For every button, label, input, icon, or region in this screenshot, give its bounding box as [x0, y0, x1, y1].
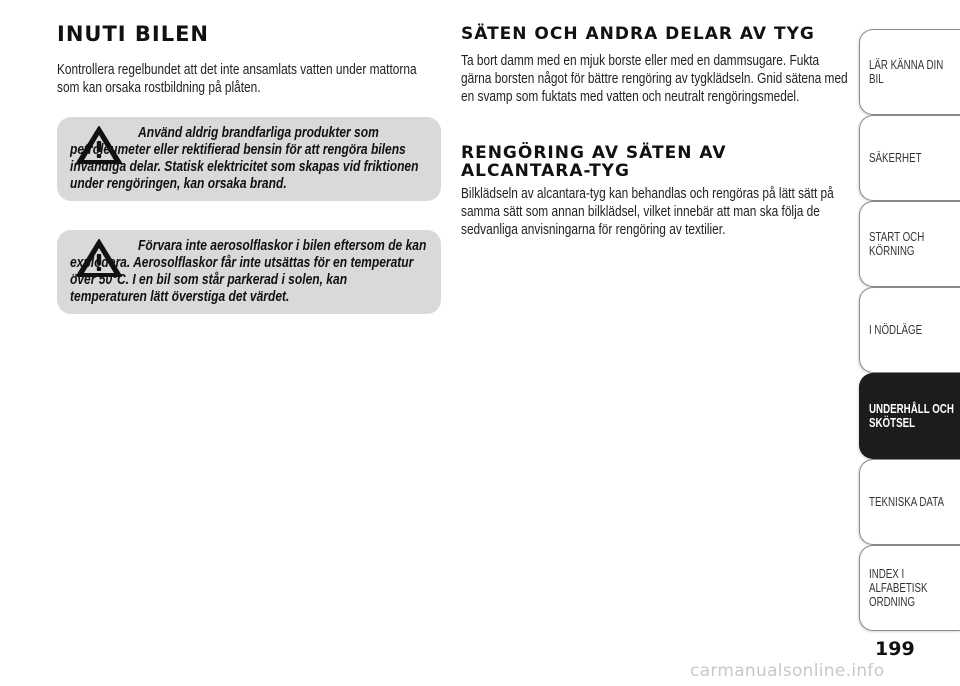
warning-box-aerosol: [57, 230, 441, 314]
tab-label: UNDERHÅLL OCH SKÖTSEL: [869, 402, 954, 430]
saten-tyg-paragraph: Ta bort damm med en mjuk borste eller med en dammsugare. Fukta gärna borsten något för bättre rengöring av tygklädseln. Gnid sätena med en svamp som fuktats med vatten och neutralt rengöringsmedel.: [461, 53, 848, 105]
section-heading-inuti-bilen: INUTI BILEN: [57, 22, 210, 46]
tab-i-nodlage[interactable]: [859, 287, 960, 373]
alcantara-paragraph: Bilklädseln av alcantara-tyg kan behandlas och rengöras på lätt sätt på samma sätt som annan bilklädsel, vilket innebär att man ska följa de sedvanliga anvisningarna för rengöring av textilier.: [461, 186, 834, 238]
tab-start-och-korning[interactable]: [859, 201, 960, 287]
tab-label: I NÖDLÄGE: [869, 323, 923, 337]
tab-label: START OCH KÖRNING: [869, 230, 925, 258]
warning-text-aerosol: Förvara inte aerosolflaskor i bilen eftersom de kan explodera. Aerosolflaskor får inte utsättas för en temperatur över 50°C. I en bil som står parkerad i solen, kan temperaturen lätt överstiga det värdet.: [70, 238, 427, 305]
section-heading-saten-tyg: SÄTEN OCH ANDRA DELAR AV TYG: [461, 24, 815, 44]
warning-box-flammable: [57, 117, 441, 201]
section-heading-alcantara: RENGÖRING AV SÄTEN AV ALCANTARA-TYG: [461, 143, 727, 181]
page-number: 199: [875, 638, 915, 660]
tab-label: SÄKERHET: [869, 151, 922, 165]
tab-index-i-alfabetisk-ordning[interactable]: [859, 545, 960, 631]
tab-sakerhet[interactable]: [859, 115, 960, 201]
tab-underhall-och-skotsel[interactable]: [859, 373, 960, 459]
tab-label: LÄR KÄNNA DIN BIL: [869, 58, 944, 86]
tab-lar-kanna-din-bil[interactable]: [859, 29, 960, 115]
tab-label: INDEX I ALFABETISK ORDNING: [869, 567, 928, 609]
inuti-bilen-paragraph: Kontrollera regelbundet att det inte ansamlats vatten under mattorna som kan orsaka rostbildning på plåten.: [57, 62, 417, 96]
tab-label: TEKNISKA DATA: [869, 495, 944, 509]
warning-text-flammable: Använd aldrig brandfarliga produkter som petroleumeter eller rektifierad bensin för att rengöra bilens invändiga delar. Statisk elektricitet som skapas vid friktionen under rengöringen, kan orsaka brand.: [70, 125, 419, 192]
watermark: carmanualsonline.info: [690, 661, 885, 681]
tab-tekniska-data[interactable]: [859, 459, 960, 545]
